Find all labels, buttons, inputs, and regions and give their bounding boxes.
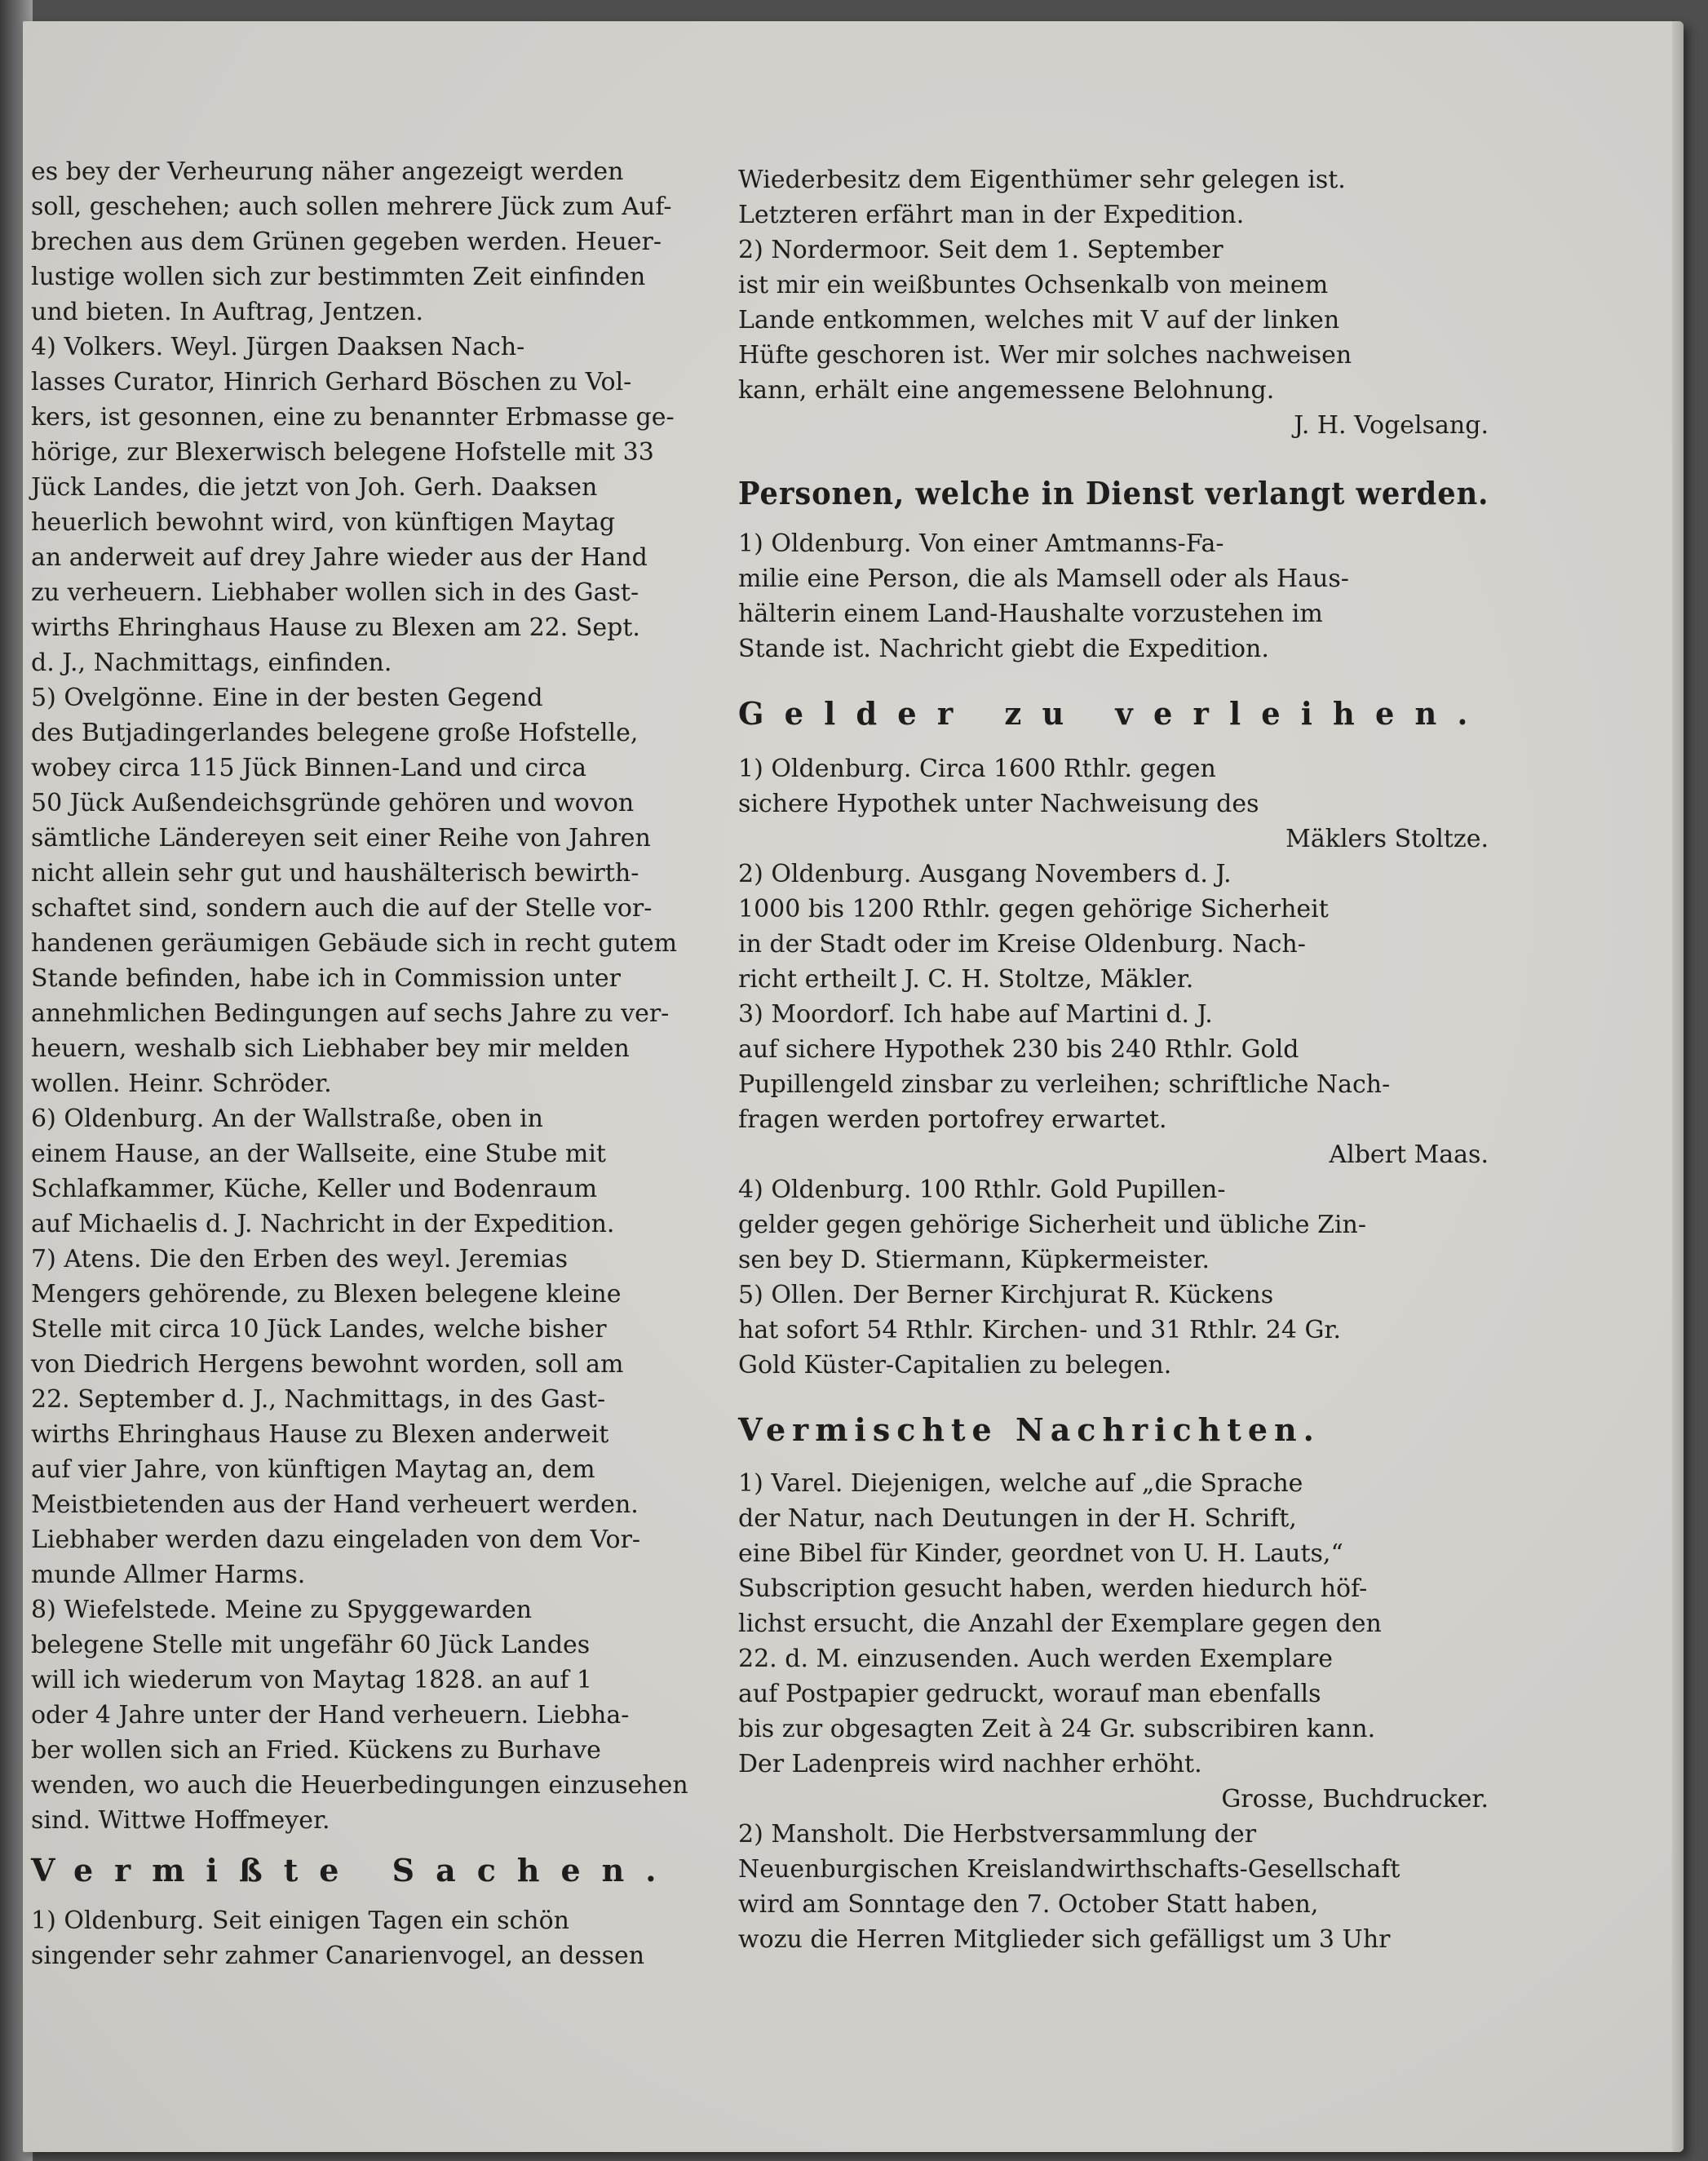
right-line: J. H. Vogelsang. bbox=[1294, 411, 1489, 440]
right-line: Hüfte geschoren ist. Wer mir solches nachweisen bbox=[738, 341, 1352, 370]
left-line: von Diedrich Hergens bewohnt worden, soll am bbox=[31, 1350, 624, 1379]
right-line: Mäklers Stoltze. bbox=[1285, 825, 1489, 853]
left-line: brechen aus dem Grünen gegeben werden. Heuer- bbox=[31, 228, 662, 256]
right-line: kann, erhält eine angemessene Belohnung. bbox=[738, 376, 1275, 405]
left-line: Stande befinden, habe ich in Commission unter bbox=[31, 964, 621, 993]
left-line: handenen geräumigen Gebäude sich in recht gutem bbox=[31, 929, 678, 958]
left-line: ber wollen sich an Fried. Kückens zu Burhave bbox=[31, 1736, 601, 1765]
right-line: Grosse, Buchdrucker. bbox=[1221, 1785, 1489, 1813]
right-line: 5) Ollen. Der Berner Kirchjurat R. Kückens bbox=[738, 1281, 1274, 1309]
right-line: eine Bibel für Kinder, geordnet von U. H. Lauts,“ bbox=[738, 1539, 1343, 1568]
section-heading-gelder: Gelder zu verleihen. bbox=[738, 695, 1489, 732]
right-line: hälterin einem Land-Haushalte vorzustehen im bbox=[738, 600, 1323, 628]
right-line: Lande entkommen, welches mit V auf der linken bbox=[738, 306, 1340, 334]
left-line: 6) Oldenburg. An der Wallstraße, oben in bbox=[31, 1105, 543, 1133]
right-line: 4) Oldenburg. 100 Rthlr. Gold Pupillen- bbox=[738, 1176, 1226, 1204]
left-line: d. J., Nachmittags, einfinden. bbox=[31, 649, 392, 677]
left-line: des Butjadingerlandes belegene große Hofstelle, bbox=[31, 719, 639, 747]
right-line: Pupillengeld zinsbar zu verleihen; schriftliche Nach- bbox=[738, 1070, 1391, 1099]
left-line: wollen. Heinr. Schröder. bbox=[31, 1069, 332, 1098]
right-line: gelder gegen gehörige Sicherheit und übliche Zin- bbox=[738, 1211, 1366, 1239]
left-line: singender sehr zahmer Canarienvogel, an dessen bbox=[31, 1942, 645, 1970]
left-line: annehmlichen Bedingungen auf sechs Jahre zu ver- bbox=[31, 999, 670, 1028]
right-line: Gold Küster-Capitalien zu belegen. bbox=[738, 1351, 1172, 1379]
right-line: bis zur obgesagten Zeit à 24 Gr. subscribiren kann. bbox=[738, 1715, 1376, 1743]
right-line: auf sichere Hypothek 230 bis 240 Rthlr. Gold bbox=[738, 1035, 1299, 1064]
left-line: 8) Wiefelstede. Meine zu Spyggewarden bbox=[31, 1596, 533, 1624]
left-line: auf vier Jahre, von künftigen Maytag an, dem bbox=[31, 1455, 595, 1484]
left-line: wenden, wo auch die Heuerbedingungen einzusehen bbox=[31, 1771, 688, 1800]
right-line: fragen werden portofrey erwartet. bbox=[738, 1105, 1167, 1134]
left-line: sind. Wittwe Hoffmeyer. bbox=[31, 1806, 330, 1835]
right-line: 2) Mansholt. Die Herbstversammlung der bbox=[738, 1820, 1257, 1849]
left-line: Meistbietenden aus der Hand verheuert werden. bbox=[31, 1490, 639, 1519]
left-line: 5) Ovelgönne. Eine in der besten Gegend bbox=[31, 684, 543, 712]
left-line: Schlafkammer, Küche, Keller und Bodenraum bbox=[31, 1175, 598, 1203]
right-line: ist mir ein weißbuntes Ochsenkalb von meinem bbox=[738, 271, 1329, 299]
left-line: wobey circa 115 Jück Binnen-Land und circa bbox=[31, 754, 586, 782]
right-line: Albert Maas. bbox=[1329, 1140, 1489, 1169]
left-line: heuern, weshalb sich Liebhaber bey mir melden bbox=[31, 1034, 630, 1063]
right-line: 2) Oldenburg. Ausgang Novembers d. J. bbox=[738, 860, 1232, 888]
left-line: Stelle mit circa 10 Jück Landes, welche bisher bbox=[31, 1315, 607, 1344]
right-line: 1) Varel. Diejenigen, welche auf „die Sprache bbox=[738, 1469, 1303, 1498]
right-line: hat sofort 54 Rthlr. Kirchen- und 31 Rthlr. 24 Gr. bbox=[738, 1316, 1341, 1344]
section-heading-personen: Personen, welche in Dienst verlangt werden. bbox=[738, 475, 1489, 511]
right-line: 1) Oldenburg. Circa 1600 Rthlr. gegen bbox=[738, 755, 1216, 783]
right-line: 2) Nordermoor. Seit dem 1. September bbox=[738, 236, 1223, 264]
left-line: Jück Landes, die jetzt von Joh. Gerh. Daaksen bbox=[31, 473, 598, 502]
right-line: sen bey D. Stiermann, Küpkermeister. bbox=[738, 1246, 1210, 1274]
right-line: lichst ersucht, die Anzahl der Exemplare gegen den bbox=[738, 1610, 1382, 1638]
right-line: Subscription gesucht haben, werden hiedurch höf- bbox=[738, 1574, 1368, 1603]
right-line: Stande ist. Nachricht giebt die Expedition. bbox=[738, 635, 1269, 663]
right-line: 1000 bis 1200 Rthlr. gegen gehörige Sicherheit bbox=[738, 895, 1329, 923]
left-line: kers, ist gesonnen, eine zu benannter Erbmasse ge- bbox=[31, 403, 675, 432]
left-line: einem Hause, an der Wallseite, eine Stube mit bbox=[31, 1140, 606, 1168]
left-line: es bey der Verheurung näher angezeigt werden bbox=[31, 157, 624, 186]
page-edge bbox=[1672, 21, 1684, 2152]
left-line: 22. September d. J., Nachmittags, in des Gast- bbox=[31, 1385, 606, 1414]
right-line: Wiederbesitz dem Eigenthümer sehr gelegen ist. bbox=[738, 166, 1346, 194]
right-line: Der Ladenpreis wird nachher erhöht. bbox=[738, 1750, 1202, 1778]
left-line: auf Michaelis d. J. Nachricht in der Expedition. bbox=[31, 1210, 615, 1238]
left-line: 1) Oldenburg. Seit einigen Tagen ein schön bbox=[31, 1906, 569, 1935]
right-line: auf Postpapier gedruckt, worauf man ebenfalls bbox=[738, 1680, 1321, 1708]
right-line: sichere Hypothek unter Nachweisung des bbox=[738, 790, 1259, 818]
left-line: munde Allmer Harms. bbox=[31, 1561, 306, 1589]
right-line: in der Stadt oder im Kreise Oldenburg. Nach- bbox=[738, 930, 1306, 959]
left-line: 4) Volkers. Weyl. Jürgen Daaksen Nach- bbox=[31, 333, 525, 361]
left-line: zu verheuern. Liebhaber wollen sich in des Gast- bbox=[31, 578, 639, 607]
section-heading-vermischte: Vermischte Nachrichten. bbox=[738, 1411, 1321, 1448]
left-line: 50 Jück Außendeichsgründe gehören und wovon bbox=[31, 789, 635, 817]
right-line: der Natur, nach Deutungen in der H. Schrift, bbox=[738, 1504, 1297, 1533]
right-line: Letzteren erfährt man in der Expedition. bbox=[738, 201, 1245, 229]
right-line: wird am Sonntage den 7. October Statt haben, bbox=[738, 1890, 1319, 1919]
left-line: lasses Curator, Hinrich Gerhard Böschen zu Vol- bbox=[31, 368, 632, 396]
section-heading-vermisste-sachen: Vermißte Sachen. bbox=[31, 1852, 678, 1889]
right-line: Neuenburgischen Kreislandwirthschafts-Gesellschaft bbox=[738, 1855, 1400, 1884]
left-line: Liebhaber werden dazu eingeladen von dem Vor- bbox=[31, 1526, 641, 1554]
left-line: heuerlich bewohnt wird, von künftigen Maytag bbox=[31, 508, 616, 537]
newspaper-page bbox=[23, 21, 1684, 2152]
right-line: wozu die Herren Mitglieder sich gefälligst um 3 Uhr bbox=[738, 1925, 1391, 1954]
left-line: an anderweit auf drey Jahre wieder aus der Hand bbox=[31, 543, 648, 572]
left-line: schaftet sind, sondern auch die auf der Stelle vor- bbox=[31, 894, 653, 923]
left-line: sämtliche Ländereyen seit einer Reihe von Jahren bbox=[31, 824, 651, 852]
left-line: und bieten. In Auftrag, Jentzen. bbox=[31, 298, 424, 326]
left-line: belegene Stelle mit ungefähr 60 Jück Landes bbox=[31, 1631, 591, 1659]
left-line: oder 4 Jahre unter der Hand verheuern. Liebha- bbox=[31, 1701, 630, 1729]
left-line: soll, geschehen; auch sollen mehrere Jück zum Auf- bbox=[31, 193, 672, 221]
left-line: will ich wiederum von Maytag 1828. an auf 1 bbox=[31, 1666, 593, 1694]
left-line: wirths Ehringhaus Hause zu Blexen am 22. Sept. bbox=[31, 613, 640, 642]
right-line: 22. d. M. einzusenden. Auch werden Exemplare bbox=[738, 1645, 1333, 1673]
left-line: nicht allein sehr gut und haushälterisch bewirth- bbox=[31, 859, 639, 888]
right-line: 3) Moordorf. Ich habe auf Martini d. J. bbox=[738, 1000, 1213, 1029]
left-line: 7) Atens. Die den Erben des weyl. Jeremias bbox=[31, 1245, 569, 1273]
right-line: richt ertheilt J. C. H. Stoltze, Mäkler. bbox=[738, 965, 1194, 994]
right-line: 1) Oldenburg. Von einer Amtmanns-Fa- bbox=[738, 529, 1224, 558]
left-line: Mengers gehörende, zu Blexen belegene kleine bbox=[31, 1280, 622, 1309]
left-line: wirths Ehringhaus Hause zu Blexen anderweit bbox=[31, 1420, 609, 1449]
left-line: hörige, zur Blexerwisch belegene Hofstelle mit 33 bbox=[31, 438, 654, 467]
left-line: lustige wollen sich zur bestimmten Zeit einfinden bbox=[31, 263, 646, 291]
right-line: milie eine Person, die als Mamsell oder als Haus- bbox=[738, 565, 1349, 593]
